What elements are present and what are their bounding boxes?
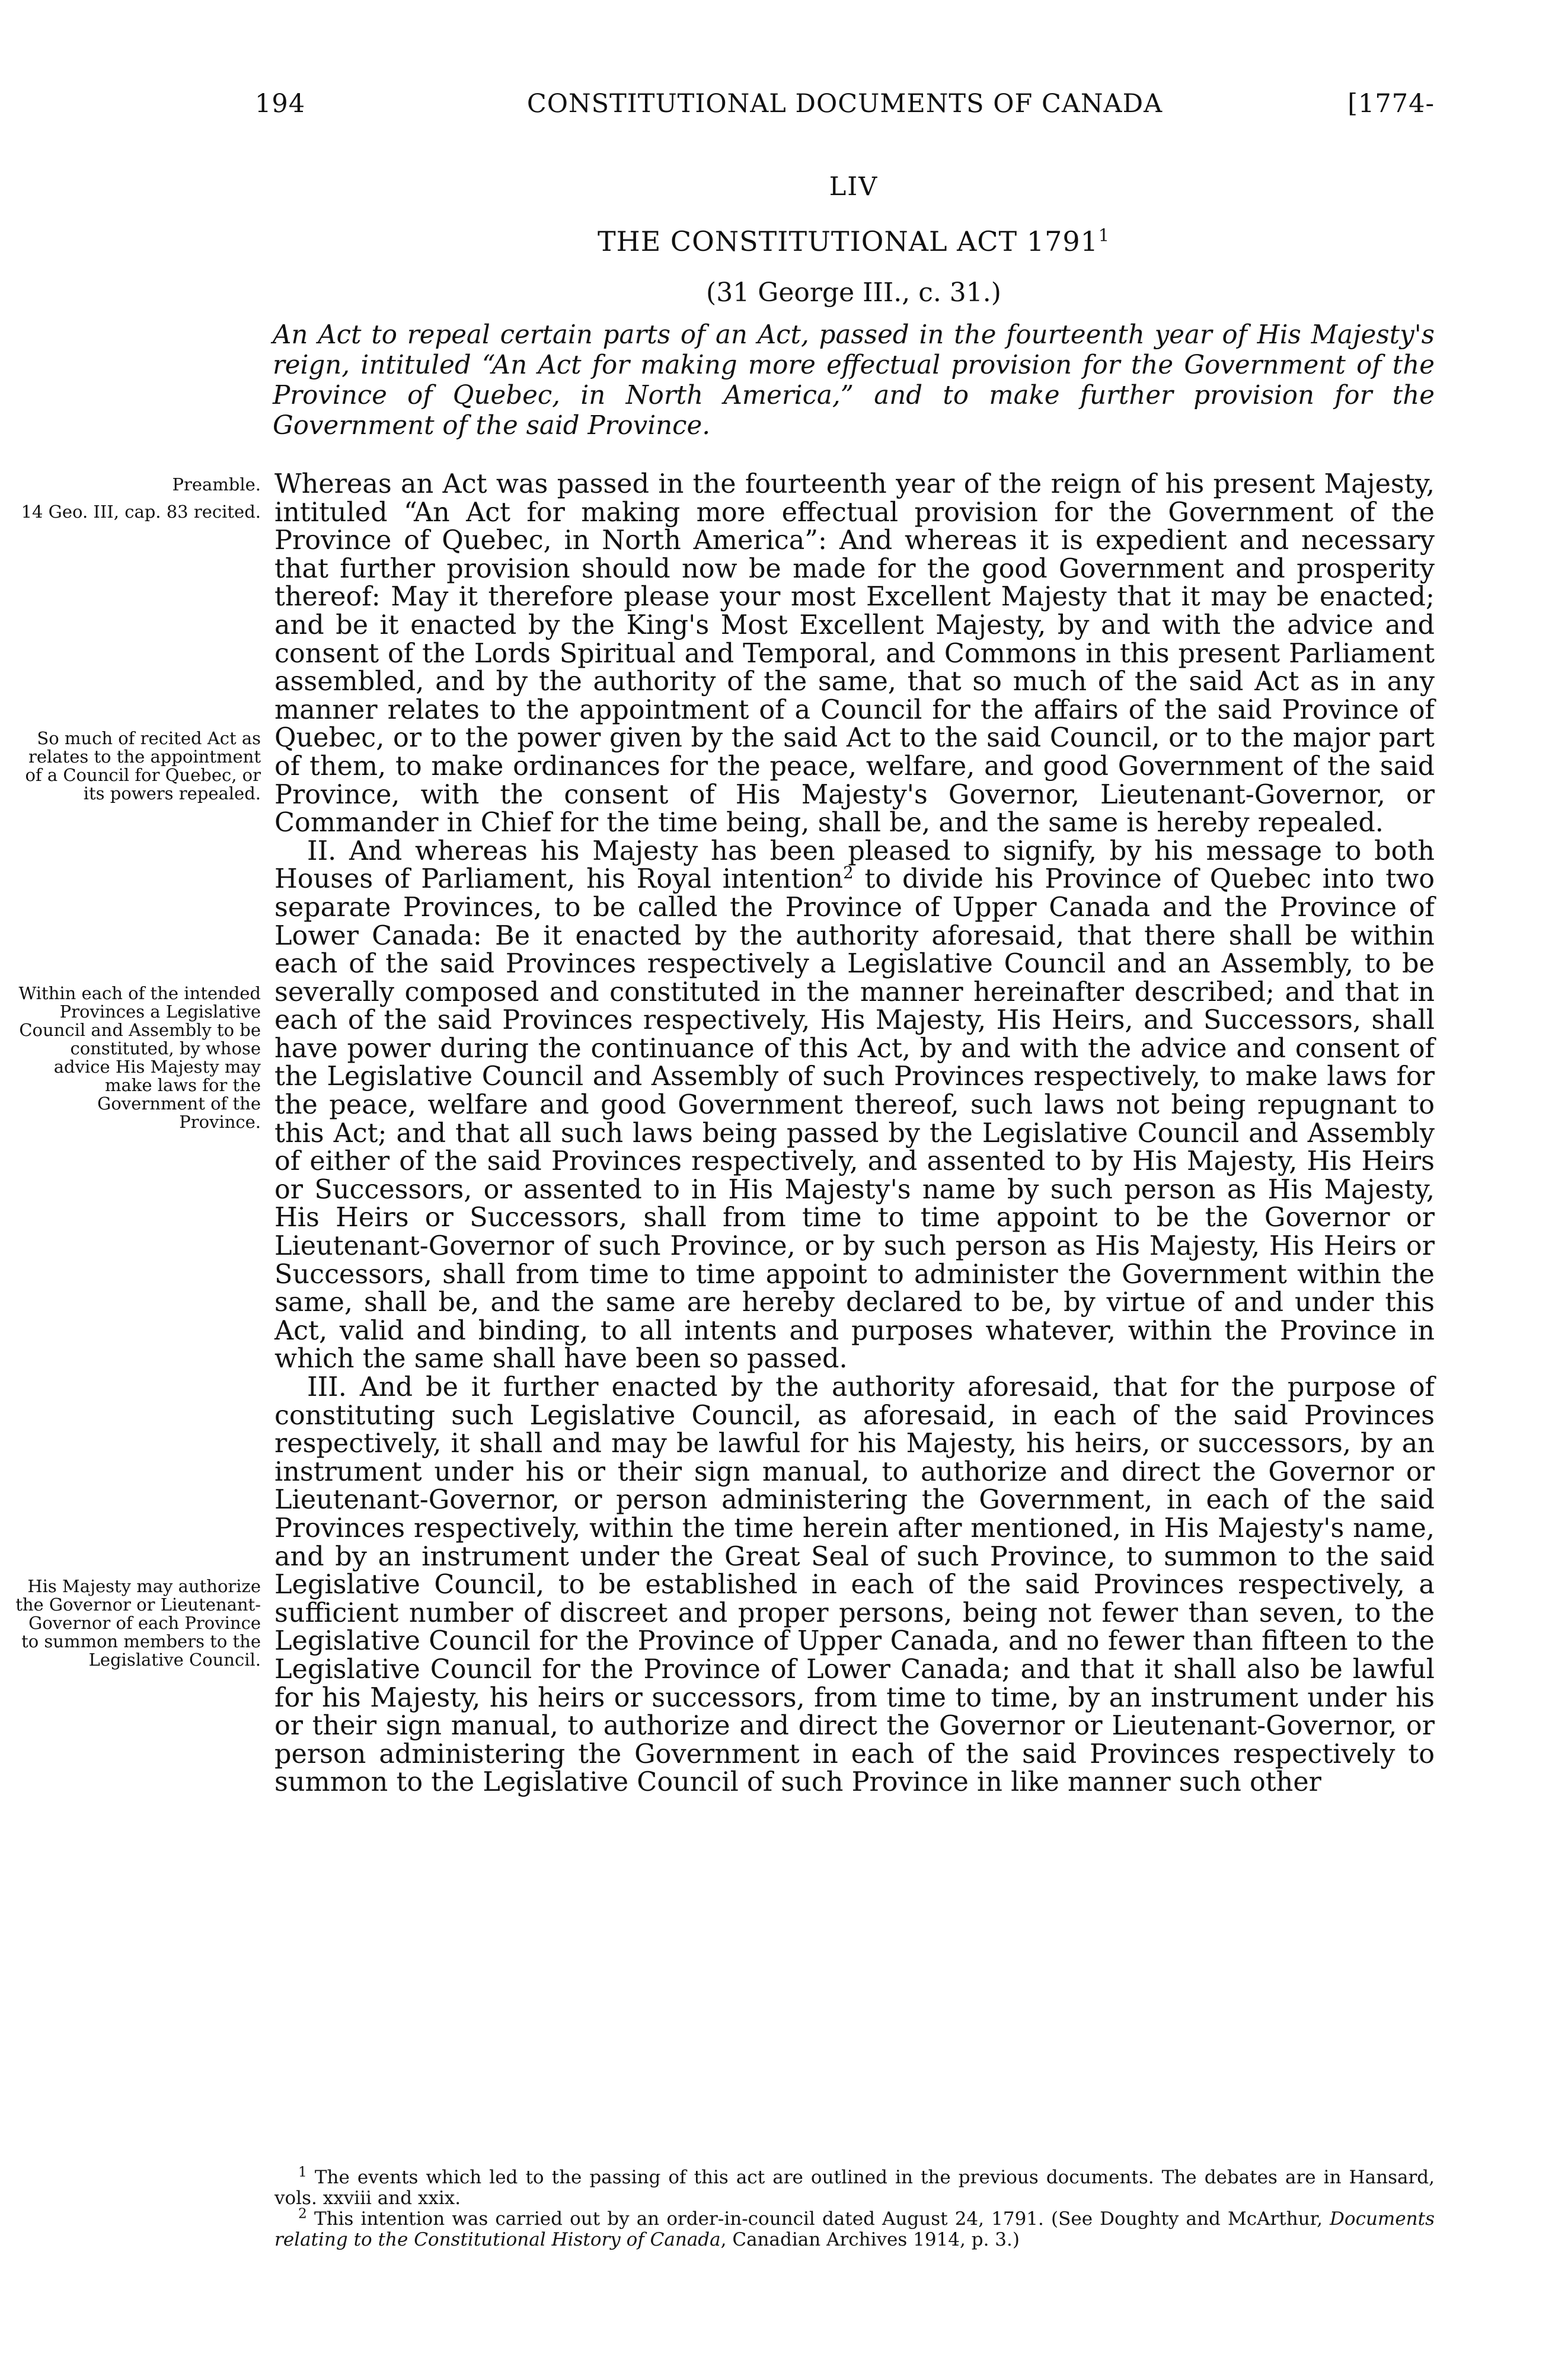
page-number: 194: [255, 89, 306, 119]
footnote-1: [274, 2164, 1435, 2209]
chapter-number: LIV: [829, 172, 879, 202]
margin-note-act-recited: 14 Geo. III, cap. 83 recited.: [21, 502, 261, 522]
act-citation: (31 George III., c. 31.): [706, 278, 1001, 308]
act-title: [273, 225, 1435, 257]
running-date: [1774-: [1347, 89, 1435, 119]
running-head: [255, 89, 1435, 125]
long-title: An Act to repeal certain parts of an Act, passed in the fourteenth year of His Majesty's reign, intituled “An Act for making more effectual provision for the Government of the Province of Quebec, in North America,” and to make further provision for the Government of the said Province.: [273, 320, 1435, 441]
section-3-paragraph: III. And be it further enacted by the authority aforesaid, that for the purpose of constituting such Legislative Council, as aforesaid, in each of the said Provinces respectively, it shall and may be lawful for his Majesty, his heirs, or successors, by an instrument under his or their sign manual, to authorize and direct the Governor or Lieutenant-Governor, or person administering the Government, in each of the said Provinces respectively, within the time herein after mentioned, in His Majesty's name, and by an instrument under the Great Seal of such Province, to summon to the said Legislative Council, to be established in each of the said Provinces respectively, a sufficient number of discreet and proper persons, being not fewer than seven, to the Legislative Council for the Province of Upper Canada, and no fewer than fifteen to the Legislative Council for the Province of Lower Canada; and that it shall also be lawful for his Majesty, his heirs or successors, from time to time, by an instrument under his or their sign manual, to authorize and direct the Governor or Lieutenant-Governor, or person administering the Government in each of the said Provinces respectively to summon to the Legislative Council of such Province in like manner such other: [274, 1372, 1435, 1798]
section-2-text-b: to divide his Province of Quebec into two separate Provinces, to be called the Province of Upper Canada and the Province of Lower Canada: Be it enacted by the authority aforesaid, that there shall be within each of the said Provinces respectively a Legislative Council and an Assembly, to be severally composed and constituted in the manner hereinafter described; and that in each of the said Provinces respectively, His Majesty, His Heirs, and Successors, shall have power during the continuance of this Act, by and with the advice and consent of the Legislative Council and Assembly of such Provinces respectively, to make laws for the peace, welfare and good Government thereof, such laws not being repugnant to this Act; and that all such laws being passed by the Legislative Council and Assembly of either of the said Provinces respectively, and assented to by His Majesty, His Heirs or Successors, or assented to in His Majesty's name by such person as His Majesty, His Heirs or Successors, shall from time to time appoint to be the Governor or Lieutenant-Governor of such Province, or by such person as His Majesty, His Heirs or Successors, shall from time to time appoint to administer the Government within the same, shall be, and the same are hereby declared to be, by virtue of and under this Act, valid and binding, to all intents and purposes whatever, within the Province in which the same shall have been so passed.: [274, 864, 1435, 1375]
section-2-text-a: II. And whereas his Majesty has been pleased to signify, by his message to both Houses of Parliament, his Royal intention: [274, 835, 1435, 895]
footnote-reference-1: 1: [1098, 225, 1110, 245]
margin-note-preamble: Preamble.: [172, 474, 261, 495]
preamble-paragraph: Whereas an Act was passed in the fourteenth year of the reign of his present Majesty, intituled “An Act for making more effectual provision for the Government of the Province of Quebec, in North America”: And whereas it is expedient and necessary that further provision should now be made for the good Government and prosperity thereof: May it therefore please your most Excellent Majesty that it may be enacted; and be it enacted by the King's Most Excellent Majesty, by and with the advice and consent of the Lords Spiritual and Temporal, and Commons in this present Parliament assembled, and by the authority of the same, that so much of the said Act as in any manner relates to the appointment of a Council for the affairs of the said Province of Quebec, or to the power given by the said Act to the said Council, or to the major part of them, to make ordinances for the peace, welfare, and good Government of the said Province, with the consent of His Majesty's Governor, Lieutenant-Governor, or Commander in Chief for the time being, shall be, and the same is hereby repealed.: [274, 469, 1435, 838]
act-title-text: THE CONSTITUTIONAL ACT 1791: [597, 225, 1098, 257]
margin-note-legislature: Within each of the intended Provinces a Legislative Council and Assembly to be constituted, by whose advice His Majesty may make laws for the Government of the Province.: [18, 983, 261, 1132]
footnote-2-text-a: This intention was carried out by an order-in-council dated August 24, 1791. (See Doughty and McArthur,: [314, 2208, 1330, 2230]
footnote-reference-2: 2: [843, 863, 854, 883]
running-title: CONSTITUTIONAL DOCUMENTS OF CANADA: [526, 89, 1163, 119]
footnote-1-text: The events which led to the passing of this act are outlined in the previous documents. The debates are in Hansard, vols. xxviii and xxix.: [274, 2167, 1435, 2209]
footnote-1-mark: 1: [298, 2164, 307, 2180]
footnote-2-mark: 2: [298, 2205, 307, 2222]
margin-note-repeal: So much of recited Act as relates to the appointment of a Council for Quebec, or its powers repealed.: [25, 728, 261, 803]
footnote-2-text-b: , Canadian Archives 1914, p. 3.): [720, 2229, 1020, 2250]
footnote-2: [274, 2205, 1435, 2250]
margin-note-council: His Majesty may authorize the Governor or Lieutenant-Governor of each Province to summon members to the Legislative Council.: [15, 1576, 261, 1670]
footnote-2-title: Documents relating to the Constitutional History of Canada: [274, 2208, 1435, 2250]
footnotes: [274, 2164, 1435, 2250]
body-text: [274, 470, 1435, 1797]
section-2-paragraph: [274, 837, 1435, 1373]
